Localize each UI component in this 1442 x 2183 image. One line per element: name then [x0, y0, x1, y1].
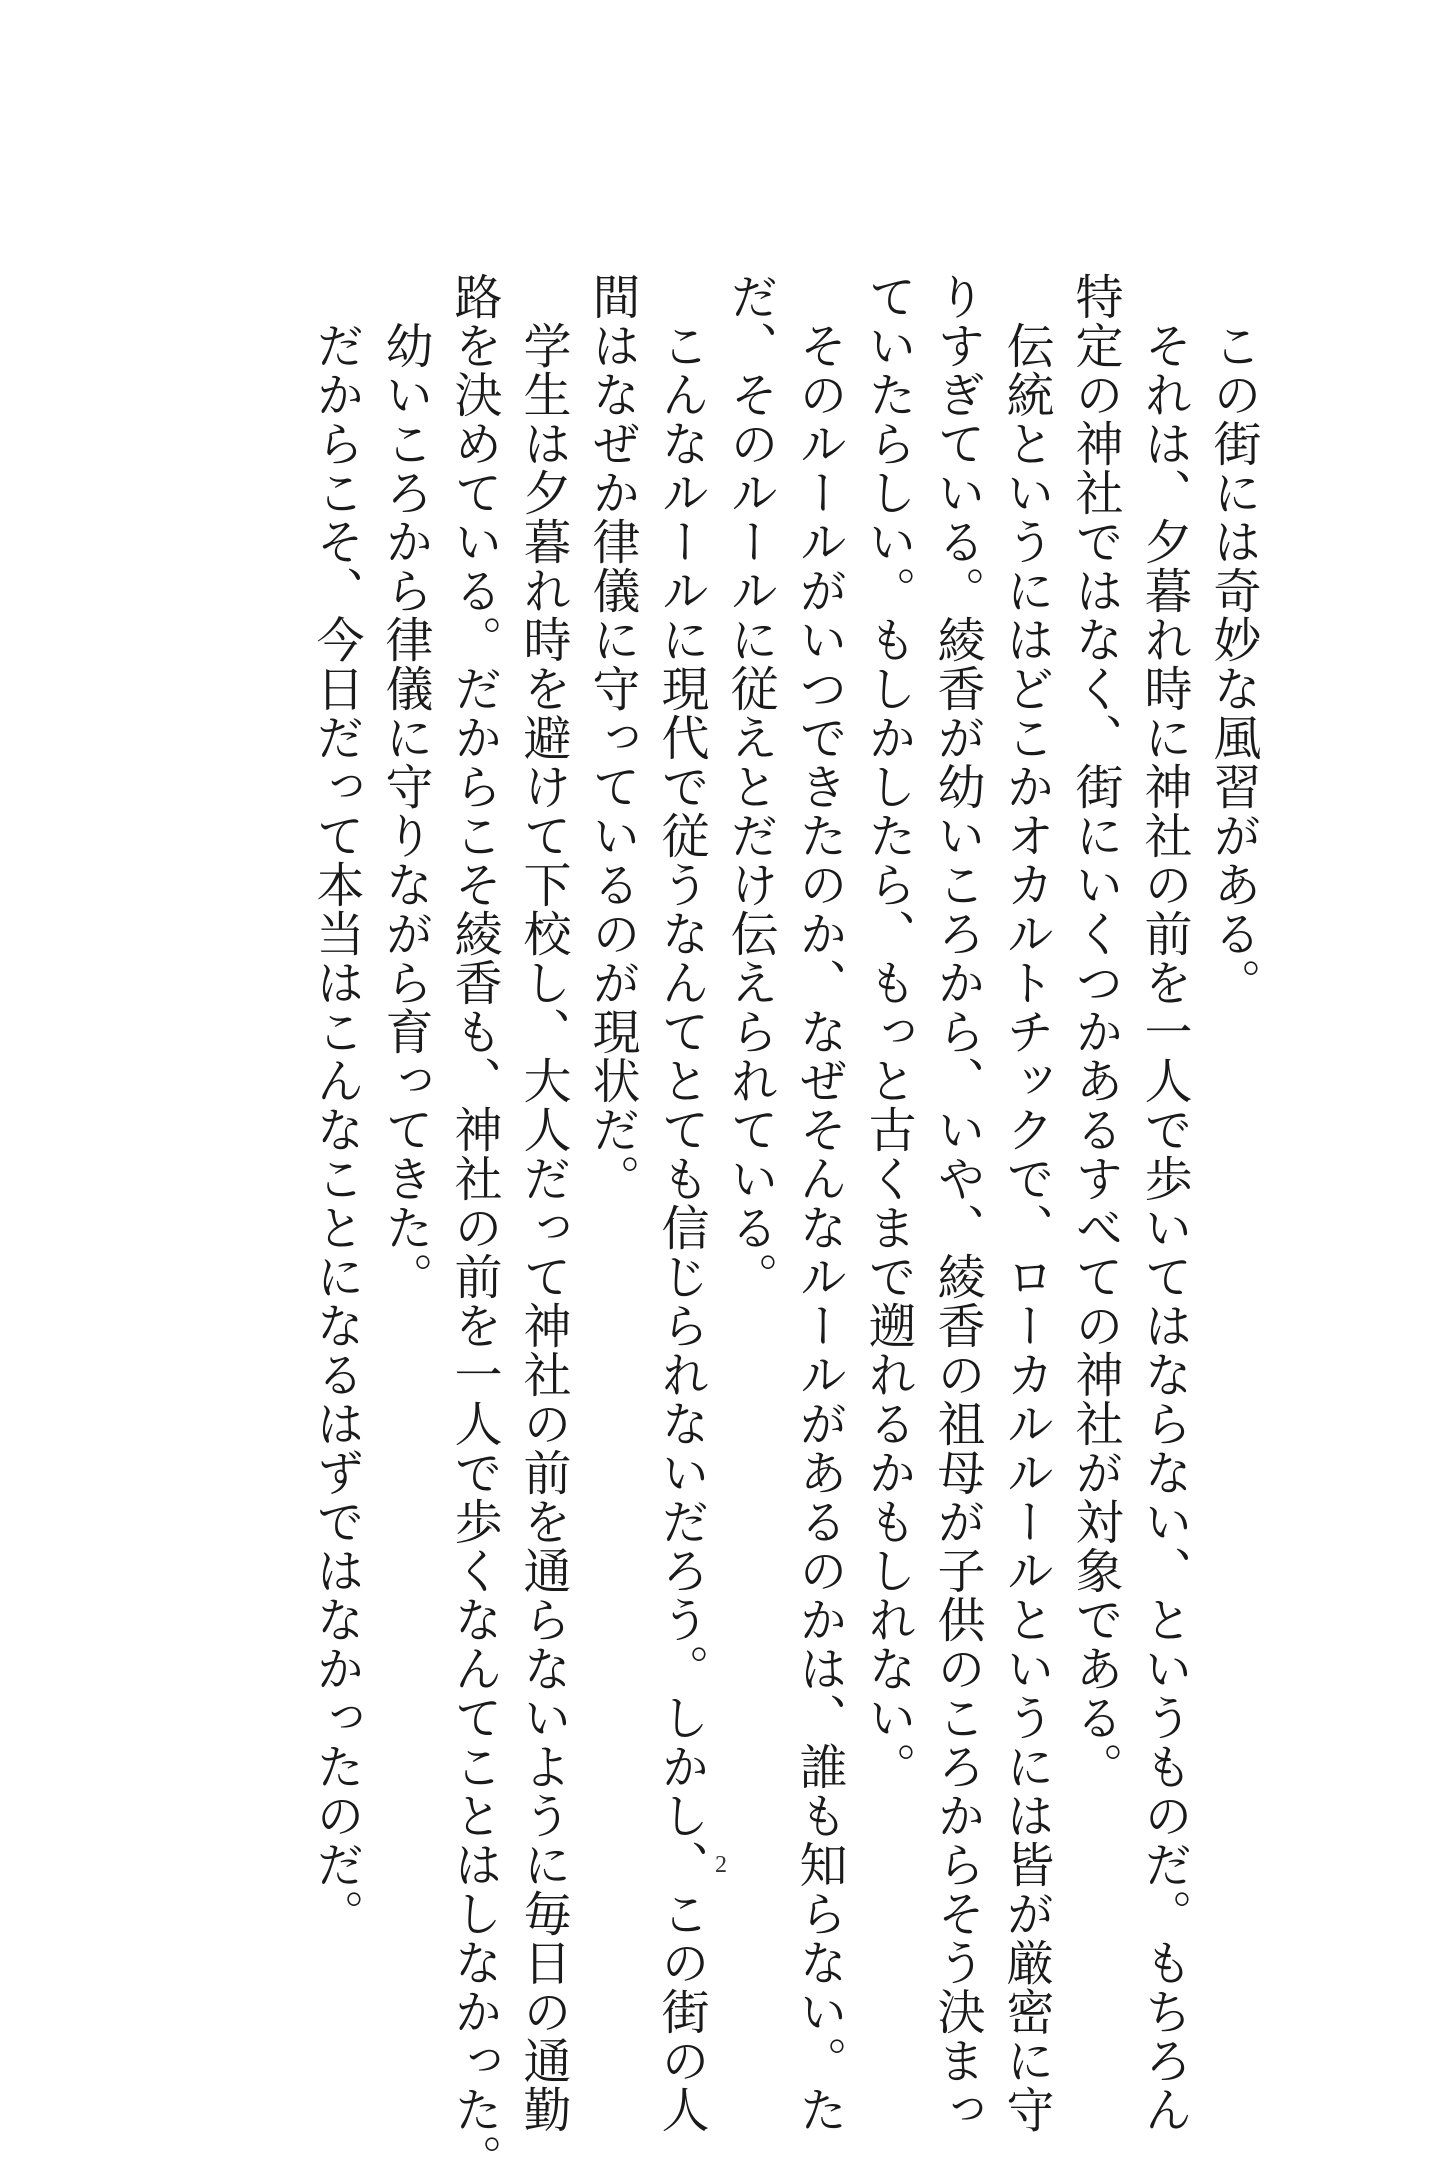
text-line: そのルールがいつできたのか、なぜそんなルールがあるのかは、誰も知らない。た — [791, 272, 847, 2134]
text-line: こんなルールに現代で従うなんてとても信じられないだろう。しかし、この街の人 — [653, 272, 709, 2134]
text-line: 特定の神社ではなく、街にいくつかあるすべての神社が対象である。 — [1067, 272, 1123, 1791]
text-line: 間はなぜか律儀に守っているのが現状だ。 — [584, 272, 640, 1203]
text-line: この街には奇妙な風習がある。 — [1205, 272, 1261, 1007]
text-line: 幼いころから律儀に守りながら育ってきた。 — [377, 272, 433, 1301]
vertical-text-body — [301, 272, 1267, 2183]
text-line: 伝統というにはどこかオカルトチックで、ローカルルールというには皆が厳密に守 — [998, 272, 1054, 2134]
text-line: りすぎている。綾香が幼いころから、いや、綾香の祖母が子供のころからそう決まっ — [929, 272, 985, 2134]
text-line: ていたらしい。もしかしたら、もっと古くまで遡れるかもしれない。 — [860, 272, 916, 1791]
page-number: 2 — [715, 1852, 727, 1878]
text-line: だからこそ、今日だって本当はこんなことになるはずではなかったのだ。 — [308, 272, 364, 1938]
text-line: それは、夕暮れ時に神社の前を一人で歩いてはならない、というものだ。もちろん — [1136, 272, 1192, 2134]
text-line: 学生は夕暮れ時を避けて下校し、大人だって神社の前を通らないように毎日の通勤 — [515, 272, 571, 2134]
text-line: だ、そのルールに従えとだけ伝えられている。 — [722, 272, 778, 1301]
text-line: 路を決めている。だからこそ綾香も、神社の前を一人で歩くなんてことはしなかった。 — [446, 272, 502, 2183]
